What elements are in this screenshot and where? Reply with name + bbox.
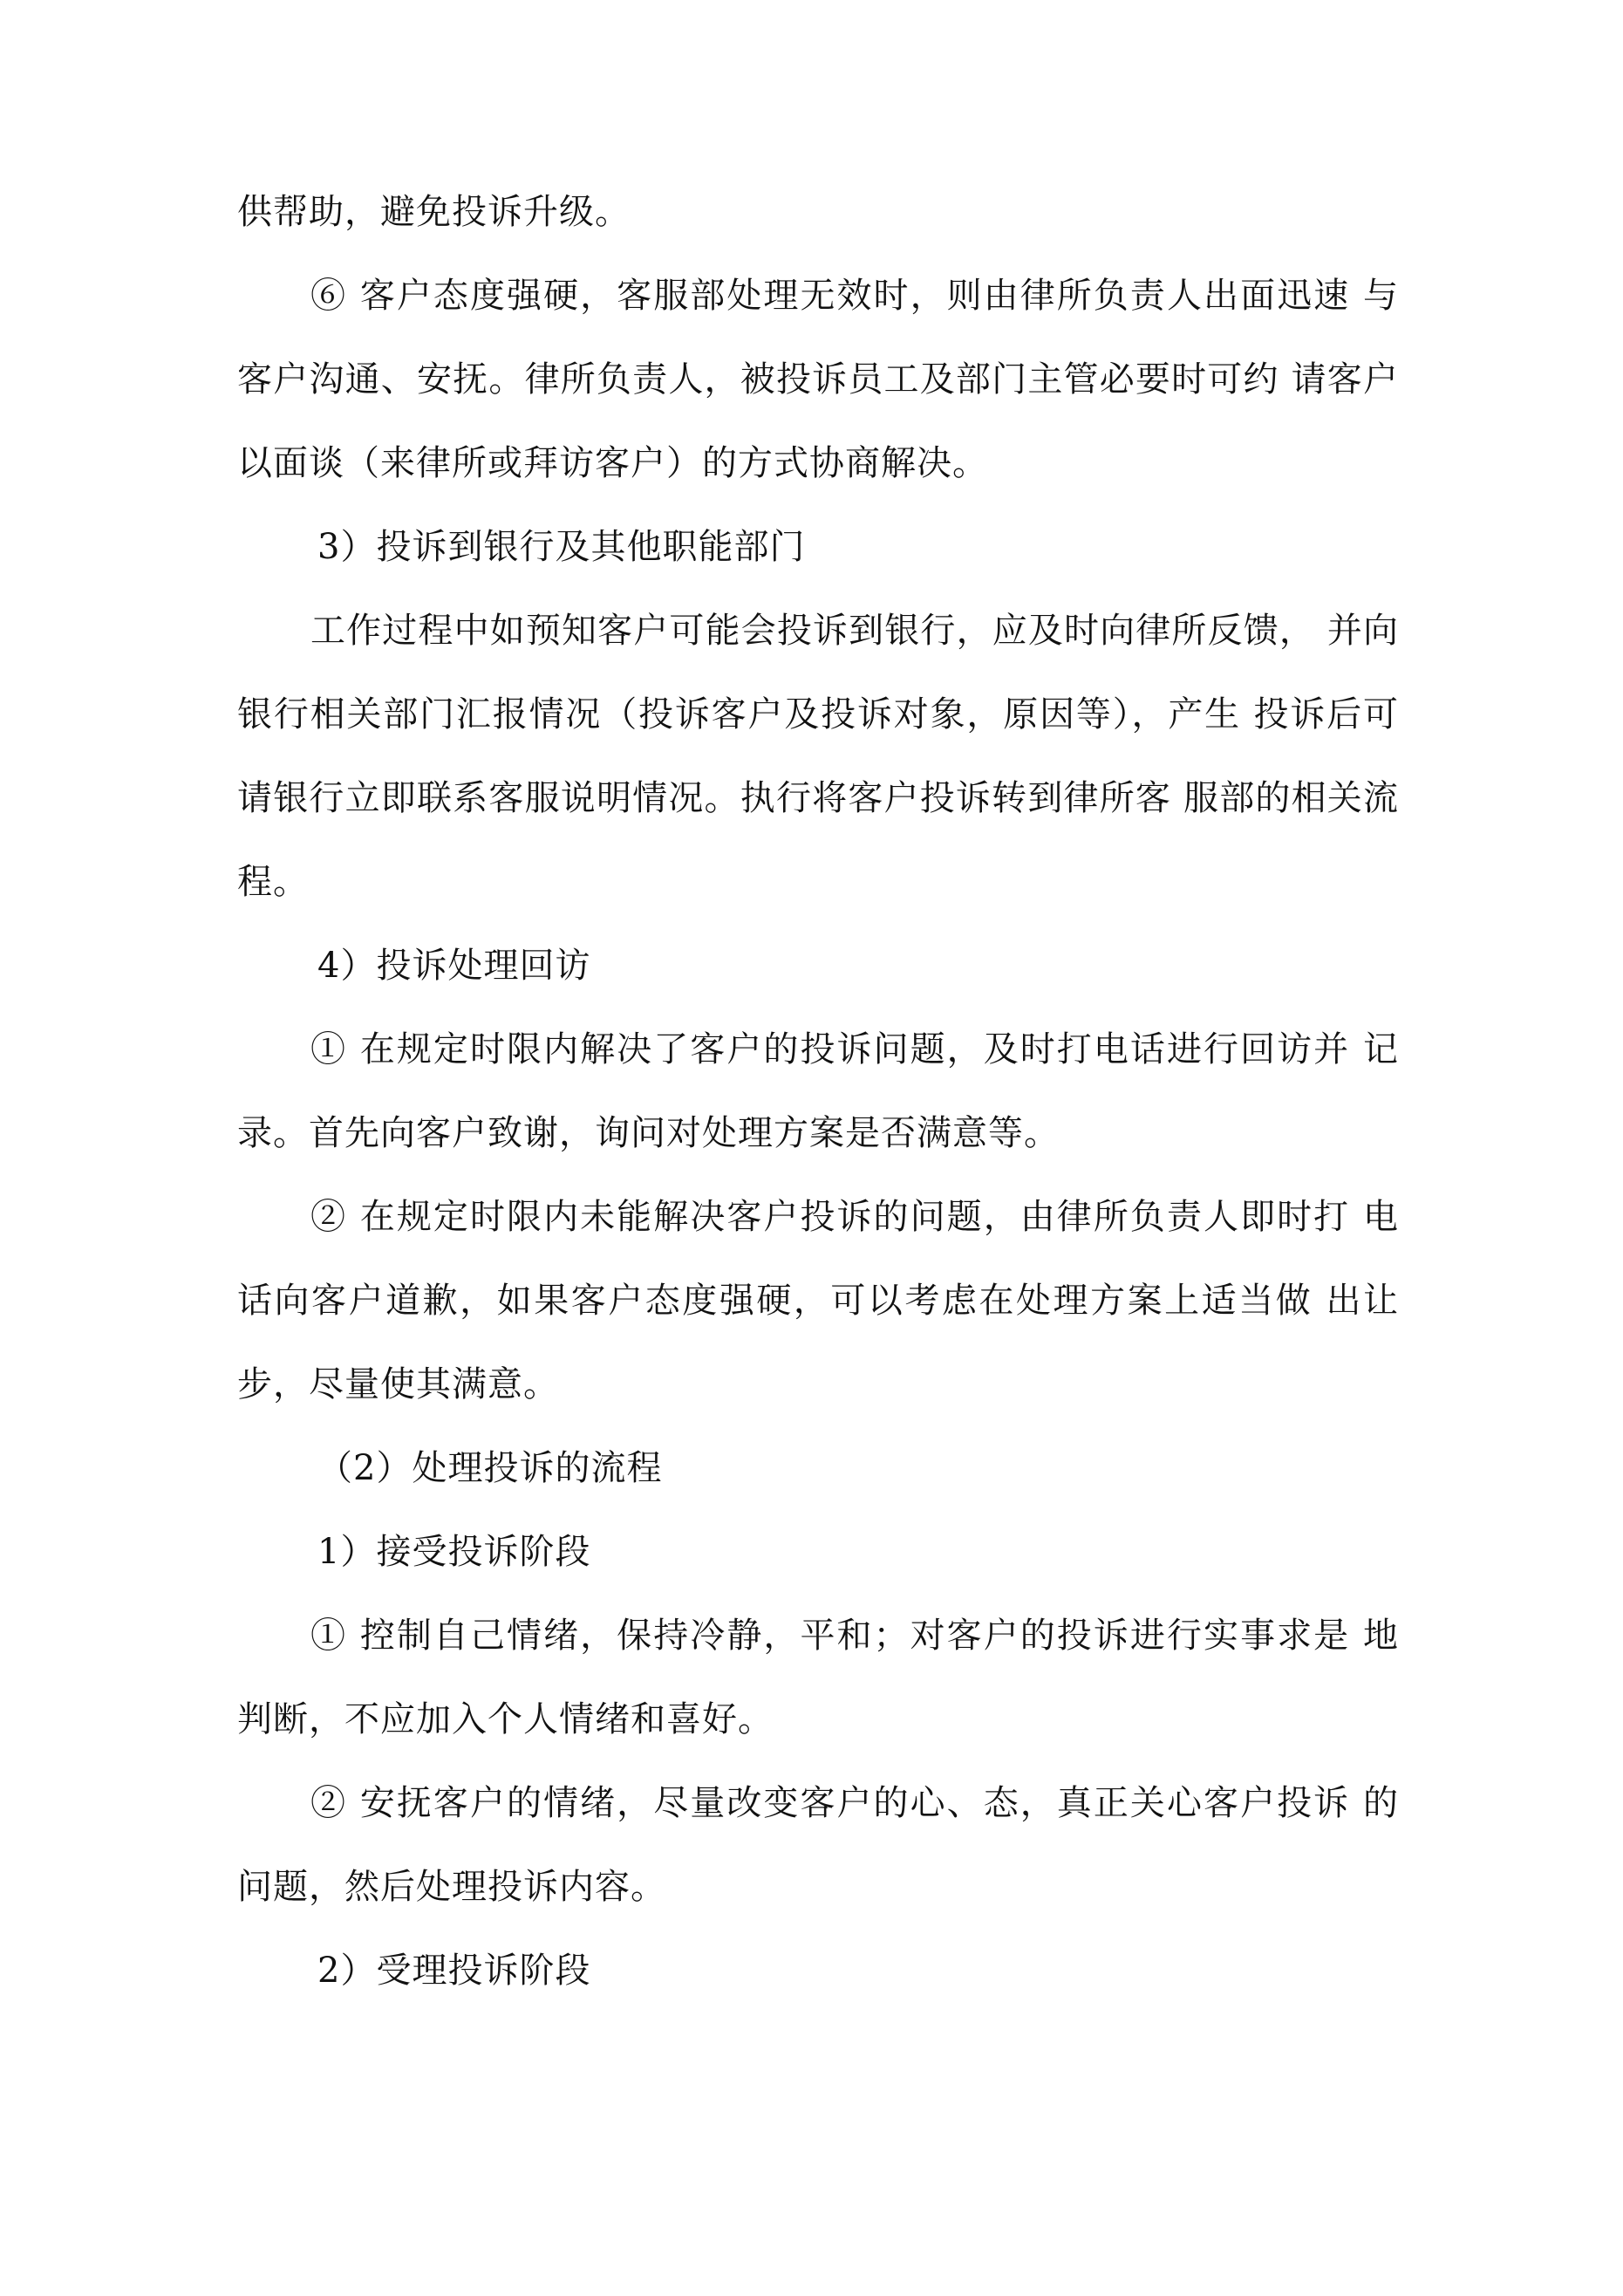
section-heading-3: 3）投诉到银行及其他职能部门 [317,527,806,567]
paragraph-accept-1: ① 控制自己情绪，保持冷静，平和；对客户的投诉进行实事求是 地判断，不应加入个人情绪和喜好。 [237,1616,1399,1739]
paragraph-bank-complaint: 工作过程中如预知客户可能会投诉到银行，应及时向律所反馈， 并向银行相关部门汇报情况（投诉客户及投诉对象，原因等），产生 投诉后可请银行立即联系客服说明情况。执行将客户投诉转到律所客 服部的相关流程。 [237,611,1399,902]
section-heading-4: 4）投诉处理回访 [317,946,591,986]
section-heading-accept: 1）接受投诉阶段 [317,1532,591,1572]
paragraph-item-6: ⑥ 客户态度强硬，客服部处理无效时，则由律所负责人出面迅速 与客户沟通、安抚。律所负责人，被投诉员工及部门主管必要时可约 请客户以面谈（来律所或拜访客户）的方式协商解决。 [237,276,1399,483]
paragraph-accept-2: ② 安抚客户的情绪，尽量改变客户的心、态，真正关心客户投诉 的问题，然后处理投诉内容。 [237,1783,1399,1907]
document-body [237,170,1399,2012]
section-heading-process: （2）处理投诉的流程 [317,1448,663,1488]
paragraph-followup-1: ① 在规定时限内解决了客户的投诉问题，及时打电话进行回访并 记录。首先向客户致谢，询问对处理方案是否满意等。 [237,1029,1399,1153]
paragraph-followup-2: ② 在规定时限内未能解决客户投诉的问题，由律所负责人即时打 电话向客户道歉，如果客户态度强硬，可以考虑在处理方案上适当做 出让步，尽量使其满意。 [237,1197,1399,1404]
section-heading-handle: 2）受理投诉阶段 [317,1951,591,1991]
paragraph-continuation: 供帮助，避免投诉升级。 [237,192,631,232]
